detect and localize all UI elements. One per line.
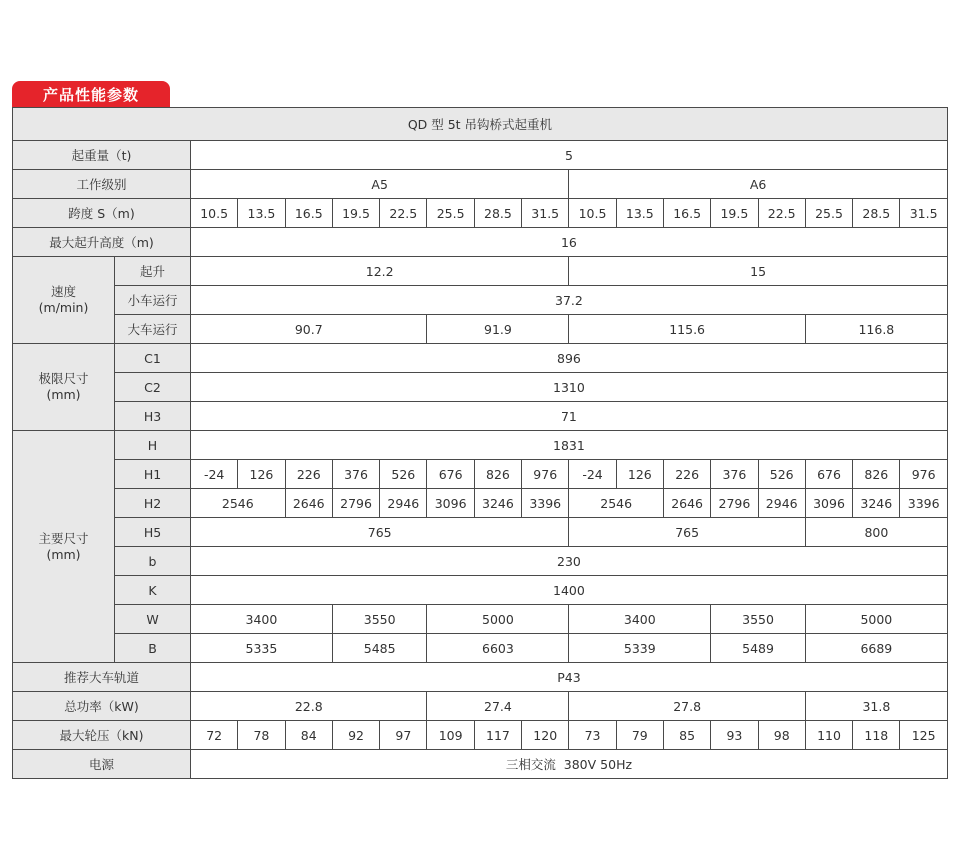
cell-value: 19.5: [332, 199, 379, 228]
cell-value: 118: [853, 721, 900, 750]
sub-label: H5: [115, 518, 191, 547]
row-label: 工作级别: [13, 170, 191, 199]
cell-value: 5335: [191, 634, 333, 663]
cell-value: A6: [569, 170, 948, 199]
cell-value: 16.5: [285, 199, 332, 228]
cell-value: 10.5: [191, 199, 238, 228]
row-label: 最大轮压（kN): [13, 721, 191, 750]
cell-value: 13.5: [238, 199, 285, 228]
cell-value: 25.5: [427, 199, 474, 228]
cell-value: 976: [900, 460, 947, 489]
cell-value: 22.5: [758, 199, 805, 228]
section-tab: 产品性能参数: [12, 81, 170, 107]
cell-value: 676: [427, 460, 474, 489]
sub-label: H1: [115, 460, 191, 489]
sub-label: b: [115, 547, 191, 576]
cell-value: 93: [711, 721, 758, 750]
cell-value: 25.5: [805, 199, 852, 228]
cell-value: 97: [380, 721, 427, 750]
cell-value: 109: [427, 721, 474, 750]
cell-value: 16.5: [663, 199, 710, 228]
cell-value: 3396: [900, 489, 947, 518]
dim-w-row: [13, 605, 948, 634]
cell-value: 676: [805, 460, 852, 489]
spec-table: [12, 107, 948, 779]
cell-value: 3246: [474, 489, 521, 518]
cell-value: 3096: [805, 489, 852, 518]
cell-value: 126: [616, 460, 663, 489]
dim-b-small-row: [13, 547, 948, 576]
cell-value: -24: [191, 460, 238, 489]
cell-value: 37.2: [191, 286, 948, 315]
cell-value: 12.2: [191, 257, 569, 286]
cell-value: 3246: [853, 489, 900, 518]
speed-trolley-row: [13, 286, 948, 315]
cell-value: 5: [191, 141, 948, 170]
dim-h1-row: [13, 460, 948, 489]
cell-value: 376: [711, 460, 758, 489]
supply-row: [13, 750, 948, 779]
cell-value: 6603: [427, 634, 569, 663]
cell-value: 826: [853, 460, 900, 489]
sub-label: 起升: [115, 257, 191, 286]
cell-value: 2646: [285, 489, 332, 518]
sub-label: 大车运行: [115, 315, 191, 344]
limit-c2-row: [13, 373, 948, 402]
cell-value: 3396: [522, 489, 569, 518]
table-title: QD 型 5t 吊钩桥式起重机: [13, 108, 948, 141]
lift-height-row: [13, 228, 948, 257]
cell-value: 2546: [191, 489, 286, 518]
cell-value: 6689: [805, 634, 947, 663]
group-label-dims: 主要尺寸 (mm): [13, 431, 115, 663]
cell-value: 2796: [332, 489, 379, 518]
cell-value: 1831: [191, 431, 948, 460]
cell-value: 98: [758, 721, 805, 750]
cell-value: 526: [380, 460, 427, 489]
cell-value: 800: [805, 518, 947, 547]
cell-value: 90.7: [191, 315, 427, 344]
title-row: [13, 108, 948, 141]
cell-value: 28.5: [474, 199, 521, 228]
cell-value: 13.5: [616, 199, 663, 228]
row-label: 跨度 S（m): [13, 199, 191, 228]
cell-value: 2546: [569, 489, 664, 518]
row-label: 电源: [13, 750, 191, 779]
limit-h3-row: [13, 402, 948, 431]
row-label: 推荐大车轨道: [13, 663, 191, 692]
power-row: [13, 692, 948, 721]
group-label-limits: 极限尺寸 (mm): [13, 344, 115, 431]
group-label-speed: 速度 (m/min): [13, 257, 115, 344]
cell-value: 826: [474, 460, 521, 489]
cell-value: 19.5: [711, 199, 758, 228]
cell-value: A5: [191, 170, 569, 199]
cell-value: 10.5: [569, 199, 616, 228]
sub-label: H3: [115, 402, 191, 431]
cell-value: 16: [191, 228, 948, 257]
cell-value: 5339: [569, 634, 711, 663]
cell-value: 2946: [380, 489, 427, 518]
span-row: [13, 199, 948, 228]
dim-b-big-row: [13, 634, 948, 663]
cell-value: 226: [663, 460, 710, 489]
cell-value: 3400: [191, 605, 333, 634]
dim-h5-row: [13, 518, 948, 547]
cell-value: 31.5: [522, 199, 569, 228]
cell-value: 5485: [332, 634, 427, 663]
cell-value: 3550: [332, 605, 427, 634]
cell-value: 85: [663, 721, 710, 750]
cell-value: 27.8: [569, 692, 805, 721]
cell-value: 765: [191, 518, 569, 547]
cell-value: 1400: [191, 576, 948, 605]
sub-label: 小车运行: [115, 286, 191, 315]
sub-label: H2: [115, 489, 191, 518]
cell-value: 3400: [569, 605, 711, 634]
sub-label: H: [115, 431, 191, 460]
capacity-row: [13, 141, 948, 170]
cell-value: 72: [191, 721, 238, 750]
sub-label: C2: [115, 373, 191, 402]
dim-h-row: [13, 431, 948, 460]
limit-c1-row: [13, 344, 948, 373]
cell-value: 5000: [805, 605, 947, 634]
cell-value: 226: [285, 460, 332, 489]
cell-value: 120: [522, 721, 569, 750]
cell-value: P43: [191, 663, 948, 692]
cell-value: 78: [238, 721, 285, 750]
cell-value: 976: [522, 460, 569, 489]
cell-value: 73: [569, 721, 616, 750]
cell-value: 91.9: [427, 315, 569, 344]
cell-value: 三相交流 380V 50Hz: [191, 750, 948, 779]
cell-value: 84: [285, 721, 332, 750]
cell-value: 3550: [711, 605, 806, 634]
cell-value: 2646: [663, 489, 710, 518]
cell-value: 5000: [427, 605, 569, 634]
cell-value: 125: [900, 721, 947, 750]
cell-value: 765: [569, 518, 805, 547]
cell-value: 376: [332, 460, 379, 489]
cell-value: 896: [191, 344, 948, 373]
cell-value: 1310: [191, 373, 948, 402]
row-label: 起重量（t): [13, 141, 191, 170]
sub-label: B: [115, 634, 191, 663]
wheel-load-row: [13, 721, 948, 750]
dim-h2-row: [13, 489, 948, 518]
cell-value: 27.4: [427, 692, 569, 721]
row-label: 总功率（kW): [13, 692, 191, 721]
cell-value: 115.6: [569, 315, 805, 344]
cell-value: 22.5: [380, 199, 427, 228]
cell-value: 526: [758, 460, 805, 489]
cell-value: 71: [191, 402, 948, 431]
cell-value: 5489: [711, 634, 806, 663]
cell-value: -24: [569, 460, 616, 489]
duty-row: [13, 170, 948, 199]
cell-value: 116.8: [805, 315, 947, 344]
row-label: 最大起升高度（m): [13, 228, 191, 257]
cell-value: 110: [805, 721, 852, 750]
cell-value: 92: [332, 721, 379, 750]
speed-crane-row: [13, 315, 948, 344]
speed-hoist-row: [13, 257, 948, 286]
cell-value: 2796: [711, 489, 758, 518]
cell-value: 31.5: [900, 199, 947, 228]
cell-value: 117: [474, 721, 521, 750]
cell-value: 126: [238, 460, 285, 489]
sub-label: K: [115, 576, 191, 605]
rail-row: [13, 663, 948, 692]
cell-value: 230: [191, 547, 948, 576]
sub-label: C1: [115, 344, 191, 373]
cell-value: 22.8: [191, 692, 427, 721]
cell-value: 2946: [758, 489, 805, 518]
cell-value: 79: [616, 721, 663, 750]
cell-value: 15: [569, 257, 948, 286]
cell-value: 31.8: [805, 692, 947, 721]
sub-label: W: [115, 605, 191, 634]
cell-value: 28.5: [853, 199, 900, 228]
dim-k-row: [13, 576, 948, 605]
cell-value: 3096: [427, 489, 474, 518]
